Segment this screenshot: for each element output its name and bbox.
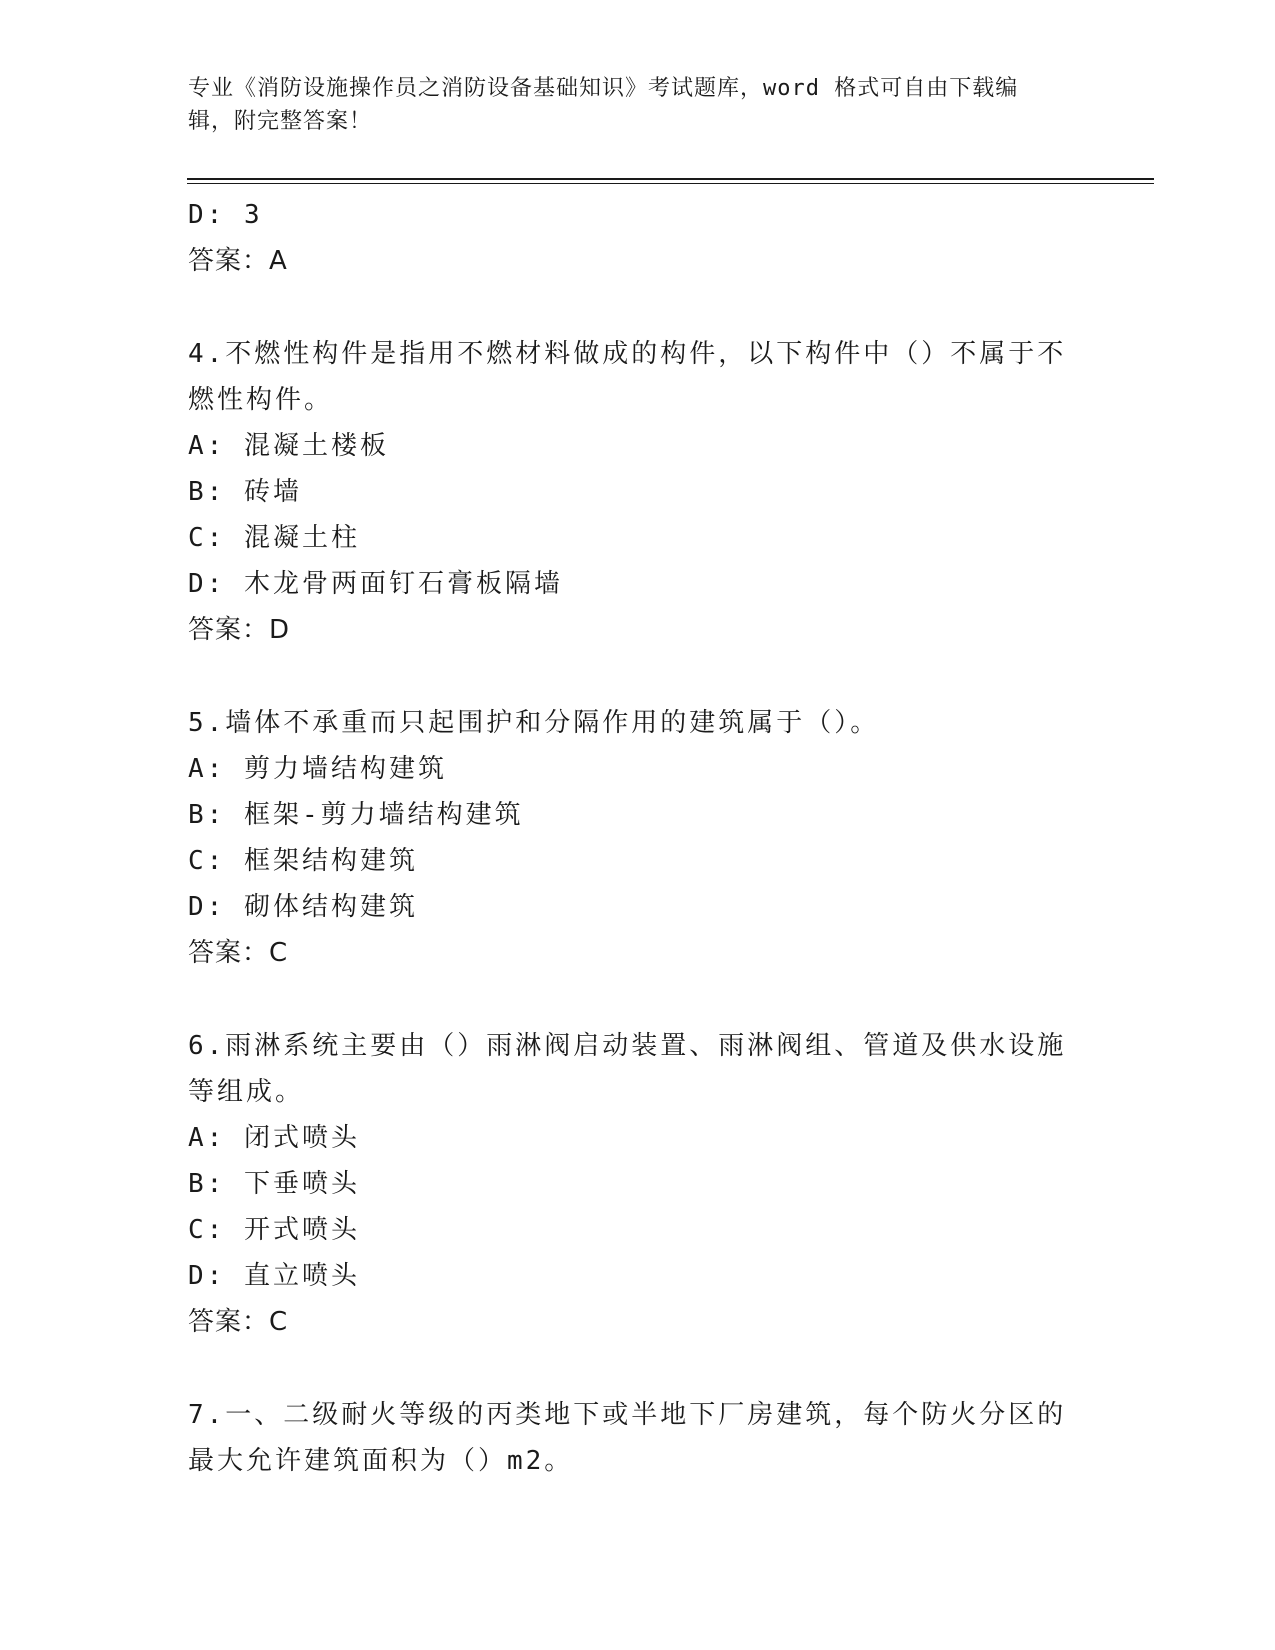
option-d: D: 木龙骨两面钉石膏板隔墙 (188, 569, 563, 599)
question-text: 5.墙体不承重而只起围护和分隔作用的建筑属于（）。 (188, 708, 880, 738)
option-c: C: 混凝土柱 (188, 523, 360, 553)
answer-line: 答案：D (188, 615, 291, 645)
question-text-cont: 等组成。 (188, 1077, 305, 1107)
question-text: 4.不燃性构件是指用不燃材料做成的构件，以下构件中（）不属于不 (188, 339, 1067, 369)
option-a: A: 剪力墙结构建筑 (188, 754, 447, 784)
option-b: B: 框架-剪力墙结构建筑 (188, 800, 524, 830)
option-c: C: 开式喷头 (188, 1215, 360, 1245)
option-b: B: 砖墙 (188, 477, 302, 507)
question-6 (188, 1023, 1068, 1345)
answer-line: 答案：C (188, 1307, 289, 1337)
question-list (188, 192, 1068, 1484)
question-4 (188, 331, 1068, 653)
answer-line: 答案：A (188, 246, 288, 276)
question-7 (188, 1392, 1068, 1484)
option-b: B: 下垂喷头 (188, 1169, 360, 1199)
question-text: 7.一、二级耐火等级的丙类地下或半地下厂房建筑，每个防火分区的 (188, 1400, 1067, 1430)
question-5 (188, 700, 1068, 976)
question-text-cont: 燃性构件。 (188, 385, 334, 415)
header-line-2: 辑，附完整答案！ (188, 109, 373, 134)
option-d: D: 砌体结构建筑 (188, 892, 418, 922)
answer-line: 答案：C (188, 938, 289, 968)
option-a: A: 混凝土楼板 (188, 431, 389, 461)
question-text-cont: 最大允许建筑面积为（）m2。 (188, 1446, 574, 1476)
header-divider-thin (187, 183, 1154, 184)
option-c: C: 框架结构建筑 (188, 846, 418, 876)
option-d: D: 直立喷头 (188, 1261, 360, 1291)
header-line-1: 专业《消防设施操作员之消防设备基础知识》考试题库，word 格式可自由下载编 (188, 76, 1019, 101)
question-text: 6.雨淋系统主要由（）雨淋阀启动装置、雨淋阀组、管道及供水设施 (188, 1031, 1067, 1061)
option-d: D: 3 (188, 200, 263, 230)
header-divider-thick (187, 178, 1154, 180)
option-a: A: 闭式喷头 (188, 1123, 360, 1153)
document-header (188, 72, 1088, 138)
